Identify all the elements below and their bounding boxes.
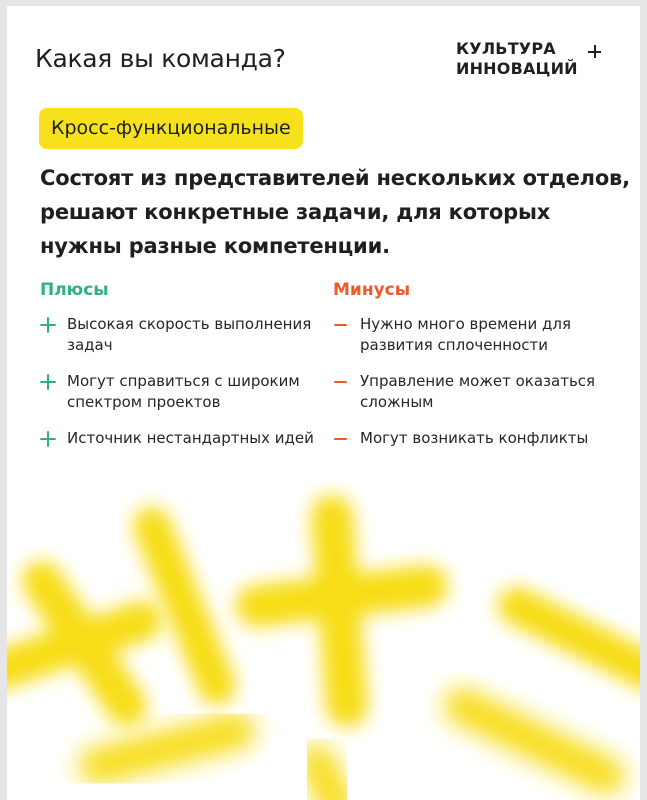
plus-icon — [40, 374, 56, 390]
logo-plus-icon — [588, 45, 601, 58]
cons-item-text: Нужно много времени для развития сплоченности — [360, 315, 571, 354]
pros-list-item — [40, 314, 320, 356]
cons-list-item — [333, 314, 623, 356]
team-type-badge: Кросс-функциональные — [39, 108, 303, 149]
pros-item-text: Высокая скорость выполнения задач — [67, 315, 312, 354]
cons-list-item — [333, 371, 623, 413]
deco-bar-tall — [152, 526, 217, 686]
pros-item-text: Источник нестандартных идей — [67, 429, 314, 447]
page-title: Какая вы команда? — [35, 44, 286, 73]
deco-plus-left — [7, 581, 142, 706]
deco-bar-bottom-right — [462, 706, 607, 776]
plus-icon — [40, 431, 56, 447]
minus-icon — [333, 431, 349, 447]
logo-line-2: ИННОВАЦИЙ — [456, 59, 578, 78]
team-description: Состоят из представителей нескольких отделов, решают конкретные задачи, для которых нужны разные компетенции. — [40, 166, 630, 258]
pros-column — [40, 278, 320, 464]
cons-item-text: Управление может оказаться сложным — [360, 372, 596, 411]
cons-list-item — [333, 428, 623, 449]
deco-bar-right — [517, 606, 640, 671]
pros-list-item — [40, 428, 320, 449]
minus-icon — [333, 374, 349, 390]
brand-logo — [456, 39, 616, 83]
minus-icon — [333, 317, 349, 333]
logo-line-1: КУЛЬТУРА — [456, 39, 556, 58]
cons-column — [333, 278, 623, 464]
cons-heading: Минусы — [333, 280, 411, 300]
pros-item-text: Могут справиться с широким спектром проектов — [67, 372, 300, 411]
deco-bar-bottom-center — [317, 761, 337, 800]
cons-item-text: Могут возникать конфликты — [360, 429, 589, 447]
pros-list-item — [40, 371, 320, 413]
deco-bar-bottom-left — [97, 731, 237, 766]
deco-plus-center — [257, 516, 427, 706]
plus-icon — [40, 317, 56, 333]
info-card — [7, 6, 640, 800]
pros-heading: Плюсы — [40, 280, 109, 300]
